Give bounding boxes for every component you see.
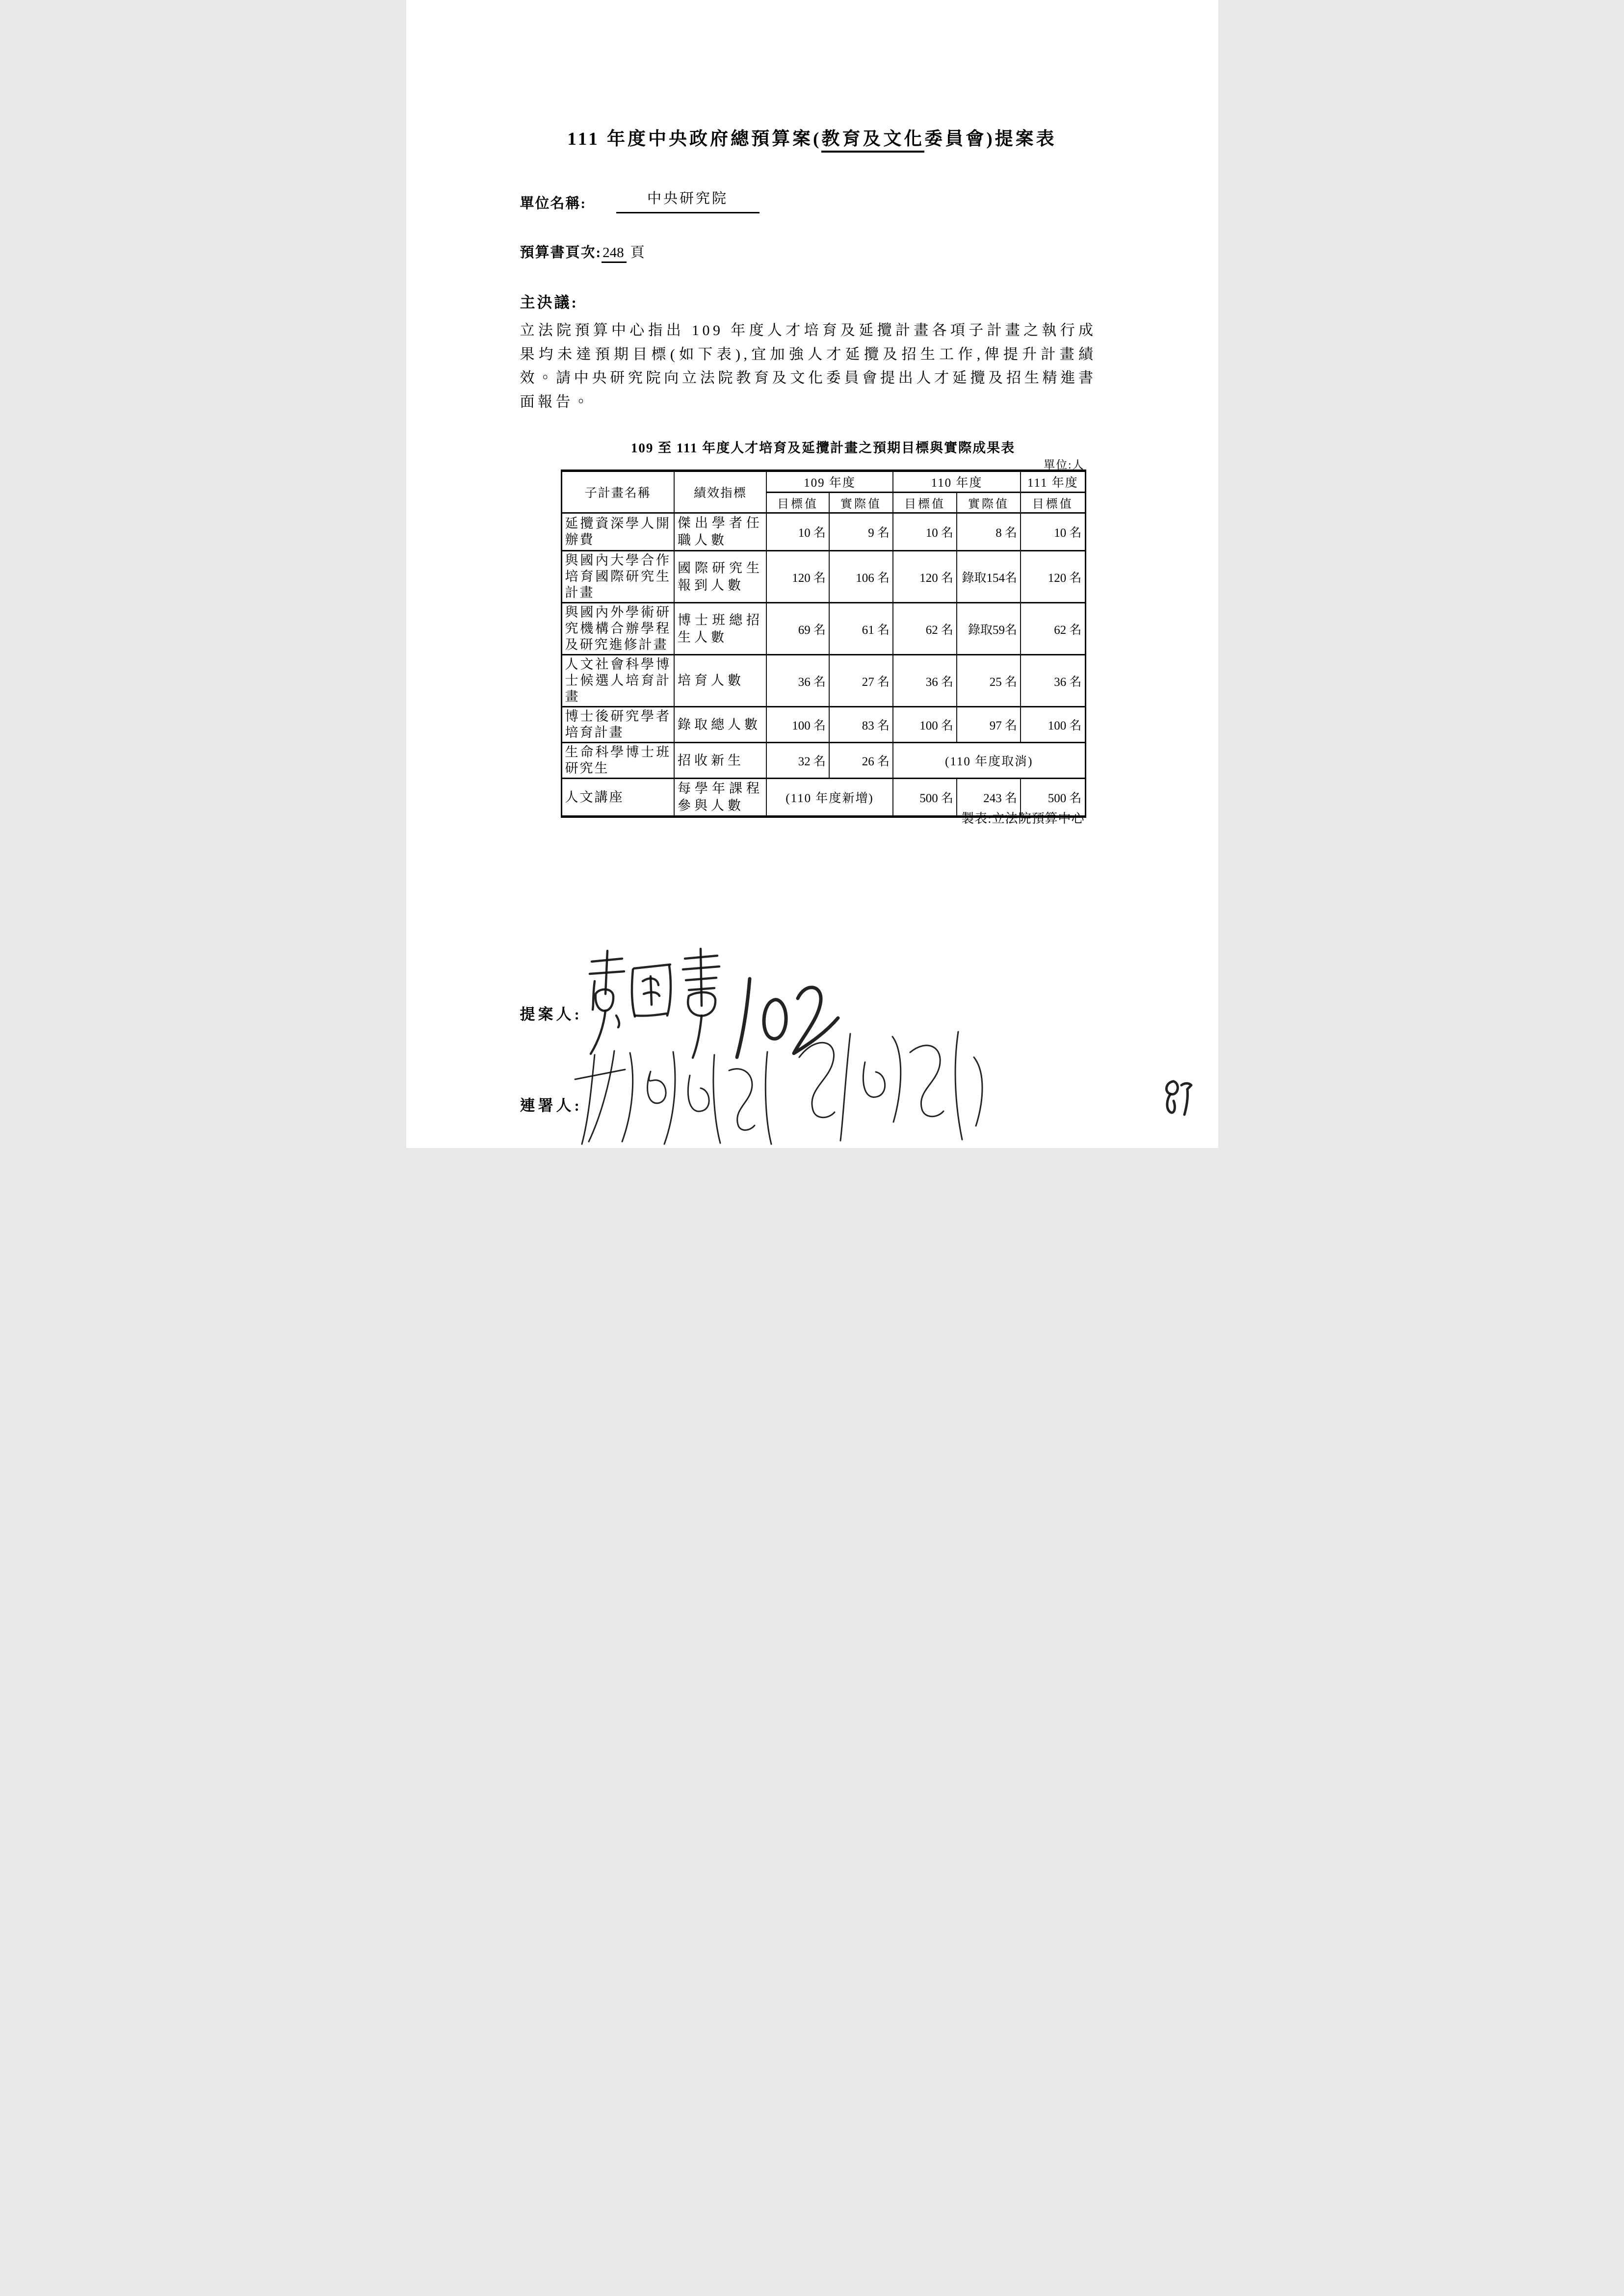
header-110-actual: 實際值 [957, 493, 1021, 513]
results-table-title: 109 至 111 年度人才培育及延攬計畫之預期目標與實際成果表 [630, 441, 1016, 455]
cell-indicator: 錄取總人數 [674, 707, 766, 743]
cell-value: 36 名 [766, 655, 829, 707]
cell-merged-note: (110 年度取消) [893, 743, 1085, 779]
header-110-target: 目標值 [893, 493, 957, 513]
cell-value: 120 名 [893, 551, 957, 603]
cell-value: 26 名 [829, 743, 893, 779]
cell-value: 36 名 [1021, 655, 1085, 707]
cell-value: 100 名 [893, 707, 957, 743]
budget-page-value: 248 [602, 245, 627, 263]
cell-value: 62 名 [1021, 603, 1085, 655]
cell-indicator: 培育人數 [674, 655, 766, 707]
table-header-row-years [561, 471, 1085, 493]
cell-subplan: 生命科學博士班研究生 [561, 743, 674, 779]
table-row [561, 707, 1085, 743]
budget-page-label: 預算書頁次: [520, 245, 602, 261]
header-indicator: 績效指標 [674, 471, 766, 513]
proposer-label: 提案人: [520, 1006, 582, 1023]
cell-merged-note: (110 年度新增) [766, 779, 893, 817]
cell-value: 500 名 [893, 779, 957, 817]
cell-indicator: 國際研究生報到人數 [674, 551, 766, 603]
cell-subplan: 延攬資深學人開辦費 [561, 513, 674, 551]
cell-value: 106 名 [829, 551, 893, 603]
cell-value: 120 名 [766, 551, 829, 603]
resolution-heading: 主決議: [520, 294, 578, 311]
header-109-actual: 實際值 [829, 493, 893, 513]
cell-value: 61 名 [829, 603, 893, 655]
budget-page-suffix: 頁 [630, 245, 645, 261]
cell-value: 36 名 [893, 655, 957, 707]
cell-value: 錄取154名 [957, 551, 1021, 603]
cell-value: 100 名 [1021, 707, 1085, 743]
table-row [561, 513, 1085, 551]
table-row [561, 743, 1085, 779]
cell-value: 100 名 [766, 707, 829, 743]
cell-subplan: 與國內大學合作培育國際研究生計畫 [561, 551, 674, 603]
table-row [561, 551, 1085, 603]
title-underlined-part: 教育及文化 [821, 129, 924, 153]
cell-value: 27 名 [829, 655, 893, 707]
header-111-target: 目標值 [1021, 493, 1085, 513]
cell-value: 500 名 [1021, 779, 1085, 817]
cell-value: 9 名 [829, 513, 893, 551]
cell-indicator: 博士班總招生人數 [674, 603, 766, 655]
cell-value: 97 名 [957, 707, 1021, 743]
cell-value: 10 名 [1021, 513, 1085, 551]
cell-value: 錄取59名 [957, 603, 1021, 655]
document-page [406, 0, 1218, 1148]
header-year-110: 110 年度 [893, 471, 1021, 493]
cell-value: 10 名 [766, 513, 829, 551]
title-prefix: 111 年度中央政府總預算案( [567, 129, 822, 149]
header-year-109: 109 年度 [766, 471, 893, 493]
header-year-111: 111 年度 [1021, 471, 1085, 493]
cell-value: 25 名 [957, 655, 1021, 707]
cosigner-signature-1-handwriting [567, 1041, 786, 1147]
cell-value: 83 名 [829, 707, 893, 743]
header-109-target: 目標值 [766, 493, 829, 513]
resolution-body: 立法院預算中心指出 109 年度人才培育及延攬計畫各項子計畫之執行成果均未達預期目標(如下表),宜加強人才延攬及招生工作,俾提升計畫績效。請中央研究院向立法院教育及文化委員會提出人才延攬及招生精進書面報告。 [520, 322, 1097, 410]
header-subplan: 子計畫名稱 [561, 471, 674, 513]
cell-indicator: 每學年課程參與人數 [674, 779, 766, 817]
cell-subplan: 與國內外學術研究機構合辦學程及研究進修計畫 [561, 603, 674, 655]
unit-name-label: 單位名稱: [520, 196, 587, 211]
title-suffix: 委員會)提案表 [924, 129, 1057, 149]
cell-value: 69 名 [766, 603, 829, 655]
page-title [406, 124, 1218, 150]
cell-subplan: 博士後研究學者培育計畫 [561, 707, 674, 743]
cell-value: 32 名 [766, 743, 829, 779]
cell-value: 10 名 [893, 513, 957, 551]
table-row [561, 603, 1085, 655]
budget-page-line [520, 241, 645, 261]
cell-value: 8 名 [957, 513, 1021, 551]
unit-note: 單位:人 [1044, 459, 1085, 471]
cell-value: 62 名 [893, 603, 957, 655]
cosigner-label: 連署人: [520, 1097, 582, 1114]
cell-subplan: 人文社會科學博士候選人培育計畫 [561, 655, 674, 707]
cell-indicator: 傑出學者任職人數 [674, 513, 766, 551]
page-number-handwriting [1159, 1077, 1194, 1119]
cell-subplan: 人文講座 [561, 779, 674, 817]
unit-name-value: 中央研究院 [616, 187, 760, 213]
cell-indicator: 招收新生 [674, 743, 766, 779]
cosigner-signature-2-handwriting [782, 1023, 997, 1145]
table-row [561, 655, 1085, 707]
maker-note: 製表:立法院預算中心 [961, 811, 1085, 826]
results-table [561, 470, 1086, 818]
cell-value: 243 名 [957, 779, 1021, 817]
cell-value: 120 名 [1021, 551, 1085, 603]
